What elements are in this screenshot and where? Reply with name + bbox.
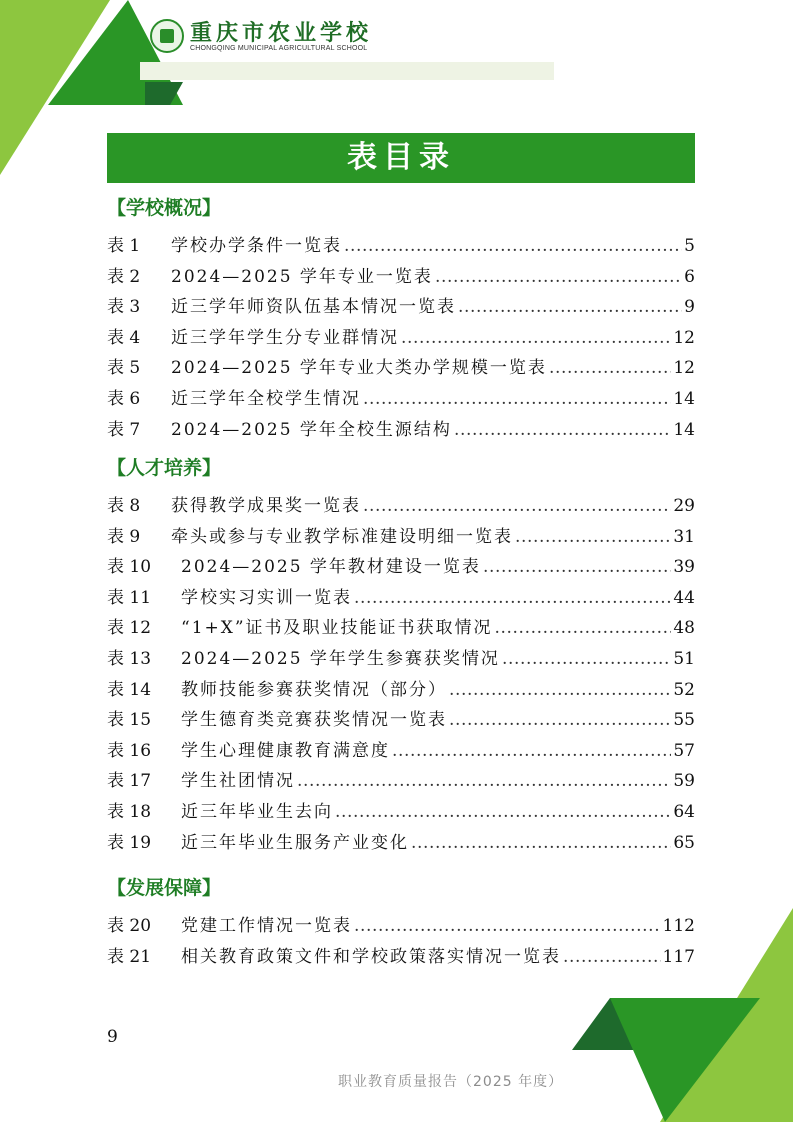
toc-entry-title: 党建工作情况一览表 bbox=[181, 916, 352, 936]
toc-entry[interactable] bbox=[107, 644, 695, 674]
toc-entry[interactable] bbox=[107, 613, 695, 643]
toc-dot-leader bbox=[454, 420, 671, 440]
toc-dot-leader bbox=[502, 649, 671, 669]
toc-entry-number: 表 9 bbox=[107, 526, 141, 547]
toc-entry-number: 表 10 bbox=[107, 557, 152, 578]
toc-entry-page: 29 bbox=[673, 496, 695, 516]
toc-entry-page: 14 bbox=[673, 389, 695, 409]
toc-dot-leader bbox=[458, 297, 682, 317]
toc-dot-leader bbox=[435, 267, 682, 287]
toc-dot-leader bbox=[344, 236, 682, 256]
toc-entry-number: 表 15 bbox=[107, 710, 152, 731]
toc-entry-title: 2024—2025 学年教材建设一览表 bbox=[181, 557, 481, 578]
toc-entry-number: 表 5 bbox=[107, 358, 141, 379]
toc-entry-number: 表 1 bbox=[107, 236, 141, 256]
toc-dot-leader bbox=[449, 710, 671, 730]
toc-entry-number: 表 12 bbox=[107, 618, 152, 639]
toc-entry[interactable] bbox=[107, 353, 695, 383]
toc-entry-title: 近三学年师资队伍基本情况一览表 bbox=[171, 297, 456, 318]
toc-entry-title: “1+X”证书及职业技能证书获取情况 bbox=[181, 618, 493, 639]
toc-entry-title: 近三学年全校学生情况 bbox=[171, 389, 361, 409]
toc-dot-leader bbox=[363, 389, 671, 409]
section-heading: 【学校概况】 bbox=[107, 197, 222, 219]
toc-entry-number: 表 6 bbox=[107, 389, 141, 409]
toc-entry[interactable] bbox=[107, 522, 695, 552]
toc-entry-page: 9 bbox=[684, 297, 695, 318]
toc-entry-page: 52 bbox=[673, 679, 695, 700]
toc-entry[interactable] bbox=[107, 491, 695, 521]
toc-dot-leader bbox=[515, 527, 671, 547]
toc-entry-page: 55 bbox=[673, 710, 695, 731]
toc-entry-title: 近三年毕业生服务产业变化 bbox=[181, 832, 409, 853]
toc-entry-page: 14 bbox=[673, 419, 695, 440]
toc-entry-title: 学校实习实训一览表 bbox=[181, 587, 352, 608]
toc-entry-page: 48 bbox=[673, 618, 695, 639]
toc-entry[interactable] bbox=[107, 828, 695, 858]
toc-entry-title: 相关教育政策文件和学校政策落实情况一览表 bbox=[181, 946, 561, 967]
toc-entry-title: 学生心理健康教育满意度 bbox=[181, 740, 390, 761]
toc-entry[interactable] bbox=[107, 797, 695, 827]
toc-entry[interactable] bbox=[107, 736, 695, 766]
section-heading: 【发展保障】 bbox=[107, 877, 222, 899]
toc-entry-number: 表 13 bbox=[107, 649, 152, 669]
toc-entry-page: 117 bbox=[662, 946, 695, 967]
toc-entry-number: 表 14 bbox=[107, 679, 152, 700]
toc-entry[interactable] bbox=[107, 675, 695, 705]
toc-entry-title: 2024—2025 学年专业大类办学规模一览表 bbox=[171, 358, 547, 379]
toc-entry-page: 64 bbox=[673, 802, 695, 822]
toc-entry-number: 表 7 bbox=[107, 419, 141, 440]
toc-entry-page: 31 bbox=[673, 526, 695, 547]
toc-entry-page: 44 bbox=[673, 587, 695, 608]
toc-entry[interactable] bbox=[107, 292, 695, 322]
toc-entry-number: 表 20 bbox=[107, 916, 152, 936]
section-heading: 【人才培养】 bbox=[107, 457, 222, 479]
toc-dot-leader bbox=[563, 947, 661, 967]
toc-entry-title: 近三年毕业生去向 bbox=[181, 802, 333, 822]
toc-entry-title: 2024—2025 学年专业一览表 bbox=[171, 266, 433, 287]
toc-entry-page: 5 bbox=[684, 236, 695, 256]
toc-entry-number: 表 3 bbox=[107, 297, 141, 318]
toc-dot-leader bbox=[392, 741, 671, 761]
toc-dot-leader bbox=[354, 916, 661, 936]
toc-entry-page: 57 bbox=[673, 740, 695, 761]
toc-entry[interactable] bbox=[107, 705, 695, 735]
school-logo bbox=[150, 19, 184, 53]
toc-entry-page: 12 bbox=[673, 358, 695, 379]
toc-entry[interactable] bbox=[107, 262, 695, 292]
toc-dot-leader bbox=[449, 680, 671, 700]
toc-entry-number: 表 18 bbox=[107, 802, 152, 822]
toc-entry[interactable] bbox=[107, 766, 695, 796]
toc-entry-number: 表 19 bbox=[107, 832, 152, 853]
toc-entry-number: 表 4 bbox=[107, 327, 141, 348]
footer-text: 职业教育质量报告（2025 年度） bbox=[338, 1074, 564, 1090]
toc-entry-number: 表 16 bbox=[107, 740, 152, 761]
page-number: 9 bbox=[107, 1027, 118, 1047]
toc-dot-leader bbox=[354, 588, 671, 608]
school-name-en: CHONGQING MUNICIPAL AGRICULTURAL SCHOOL bbox=[190, 45, 368, 52]
toc-entry-page: 112 bbox=[662, 916, 695, 936]
toc-entry-title: 近三学年学生分专业群情况 bbox=[171, 327, 399, 348]
toc-entry-title: 牵头或参与专业教学标准建设明细一览表 bbox=[171, 526, 513, 547]
toc-entry[interactable] bbox=[107, 552, 695, 582]
toc-entry[interactable] bbox=[107, 384, 695, 414]
toc-dot-leader bbox=[411, 833, 671, 853]
toc-entry[interactable] bbox=[107, 323, 695, 353]
toc-dot-leader bbox=[363, 496, 671, 516]
toc-entry-number: 表 17 bbox=[107, 771, 152, 792]
toc-entry-page: 6 bbox=[684, 266, 695, 287]
toc-entry-number: 表 8 bbox=[107, 496, 141, 516]
toc-entry-number: 表 11 bbox=[107, 587, 152, 608]
toc-entry-page: 39 bbox=[673, 557, 695, 578]
toc-entry-page: 12 bbox=[673, 327, 695, 348]
school-name-cn: 重庆市农业学校 bbox=[190, 20, 373, 46]
toc-entry-title: 学生德育类竞赛获奖情况一览表 bbox=[181, 710, 447, 731]
toc-entry[interactable] bbox=[107, 415, 695, 445]
toc-dot-leader bbox=[297, 771, 671, 791]
toc-dot-leader bbox=[495, 618, 672, 638]
toc-entry[interactable] bbox=[107, 942, 695, 972]
toc-dot-leader bbox=[335, 802, 671, 822]
toc-entry-title: 学校办学条件一览表 bbox=[171, 236, 342, 256]
page-title: 表目录 bbox=[107, 133, 695, 183]
toc-entry-page: 59 bbox=[673, 771, 695, 792]
toc-entry-number: 表 2 bbox=[107, 266, 141, 287]
toc-entry[interactable] bbox=[107, 231, 695, 261]
toc-entry-page: 51 bbox=[673, 649, 695, 669]
toc-dot-leader bbox=[401, 328, 671, 348]
toc-entry-title: 学生社团情况 bbox=[181, 771, 295, 792]
toc-entry[interactable] bbox=[107, 583, 695, 613]
toc-entry-title: 2024—2025 学年学生参赛获奖情况 bbox=[181, 649, 500, 669]
toc-entry-title: 2024—2025 学年全校生源结构 bbox=[171, 419, 452, 440]
toc-entry-number: 表 21 bbox=[107, 946, 152, 967]
toc-dot-leader bbox=[549, 358, 671, 378]
toc-dot-leader bbox=[483, 557, 671, 577]
toc-entry-title: 获得教学成果奖一览表 bbox=[171, 496, 361, 516]
toc-entry[interactable] bbox=[107, 911, 695, 941]
toc-entry-title: 教师技能参赛获奖情况（部分） bbox=[181, 679, 447, 700]
toc-entry-page: 65 bbox=[673, 832, 695, 853]
header-light-band bbox=[140, 62, 554, 80]
